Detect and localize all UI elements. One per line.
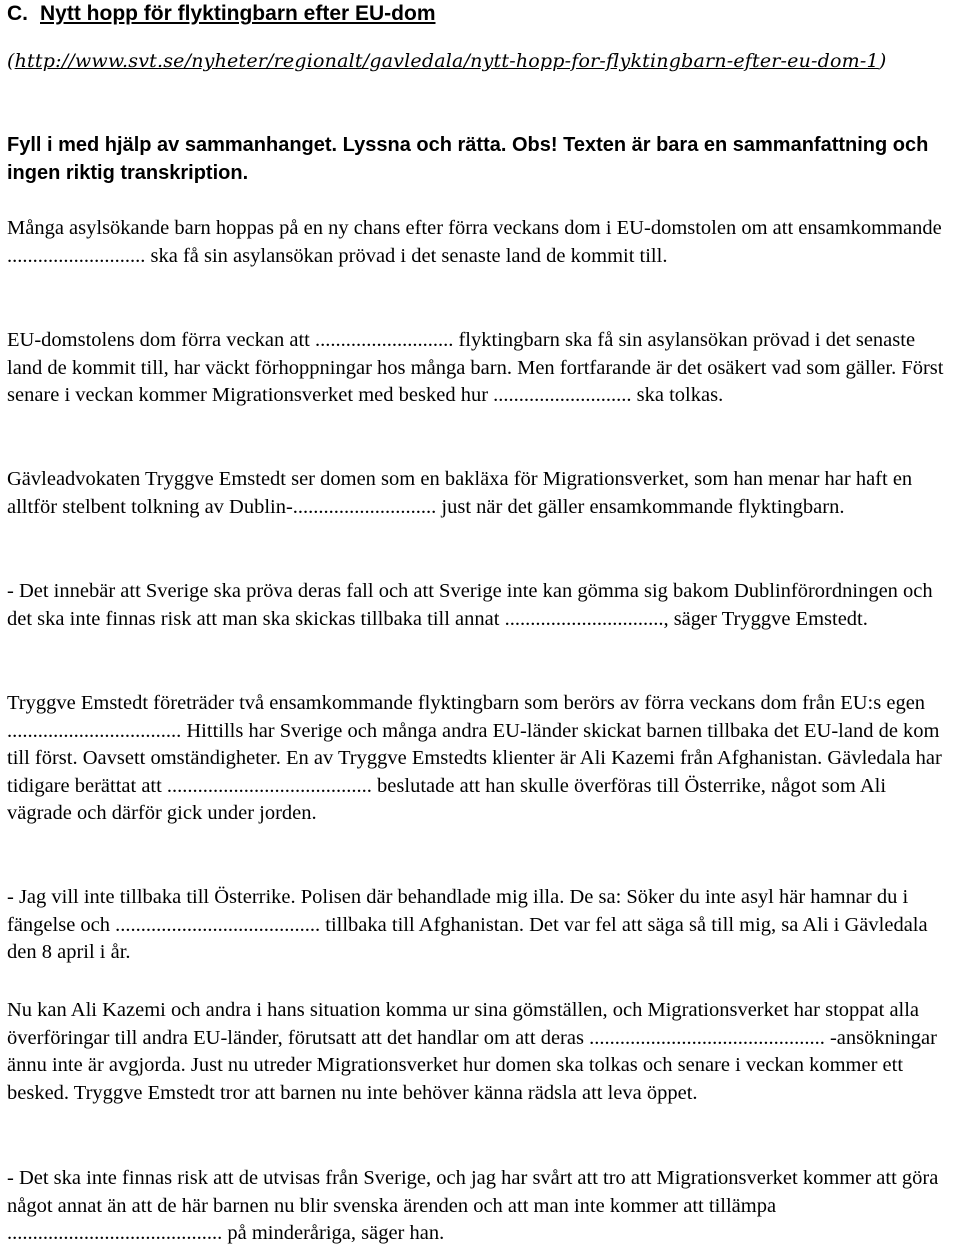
paragraph-1: Många asylsökande barn hoppas på en ny chans efter förra veckans dom i EU-domstolen om att ensamkommande ........................... ska få sin asylansökan prövad i det senaste land de kommit till. (7, 217, 942, 267)
paragraph-2: EU-domstolens dom förra veckan att ........................... flyktingbarn ska få sin asylansökan prövad i det senaste land de kommit till, har väckt förhoppningar hos många barn. Men fortfarande är det osäkert vad som gäller. Först senare i veckan kommer Migrationsverket med besked hur ........................... ska tolkas. (7, 329, 944, 407)
paragraph-6: - Jag vill inte tillbaka till Österrike. Polisen där behandlade mig illa. De sa: Söker du inte asyl här hamnar du i fängelse och ........................................ tillbaka till Afghanistan. Det var fel att säga så till mig, sa Ali i Gävledala den 8 april i år. (7, 886, 928, 964)
article-link[interactable]: http://www.svt.se/nyheter/regionalt/gavledala/nytt-hopp-for-flyktingbarn-efter-eu-dom-1 (14, 50, 879, 72)
paragraph-7: Nu kan Ali Kazemi och andra i hans situation komma ur sina gömställen, och Migrationsverket har stoppat alla överföringar till andra EU-länder, förutsatt att det handlar om att deras .............................................. -ansökningar ännu inte är avgjorda. Just nu utreder Migrationsverket hur domen ska tolkas och senare i veckan kommer ett besked. Tryggve Emstedt tror att barnen nu inte behöver känna rädsla att leva öppet. (7, 999, 937, 1104)
paragraph-3: Gävleadvokaten Tryggve Emstedt ser domen som en bakläxa för Migrationsverket, som han menar har haft en alltför stelbent tolkning av Dublin-............................ just när det gäller ensamkommande flyktingbarn. (7, 468, 913, 518)
section-heading (7, 0, 436, 28)
url-open-paren: ( (7, 50, 15, 72)
paragraph-8: - Det ska inte finnas risk att de utvisas från Sverige, och jag har svårt att tro att Migrationsverket kommer att göra något annat än att de här barnen nu blir svenska ärenden och att man inte kommer att tillämpa .......................................... på minderåriga, säger han. (7, 1167, 939, 1245)
source-url (7, 46, 947, 77)
paragraph-4: - Det innebär att Sverige ska pröva deras fall och att Sverige inte kan gömma sig bakom Dublinförordningen och det ska inte finnas risk att man ska skickas tillbaka till annat ..............................., säger Tryggve Emstedt. (7, 580, 933, 630)
paragraph-5: Tryggve Emstedt företräder två ensamkommande flyktingbarn som berörs av förra veckans dom från EU:s egen .................................. Hittills har Sverige och många andra EU-länder skickat barnen tillbaka det EU-land de kom till först. Oavsett omständigheter. En av Tryggve Emstedts klienter är Ali Kazemi från Afghanistan. Gävledala har tidigare berättat att ........................................ beslutade att han skulle överföras till Österrike, något som Ali vägrade och därför gick under jorden. (7, 692, 942, 825)
section-letter: C. (7, 2, 28, 25)
article-title: Nytt hopp för flyktingbarn efter EU-dom (40, 2, 436, 25)
url-close-paren: ) (878, 50, 887, 72)
exercise-instructions: Fyll i med hjälp av sammanhanget. Lyssna och rätta. Obs! Texten är bara en sammanfattning och ingen riktig transkription. (7, 134, 929, 184)
